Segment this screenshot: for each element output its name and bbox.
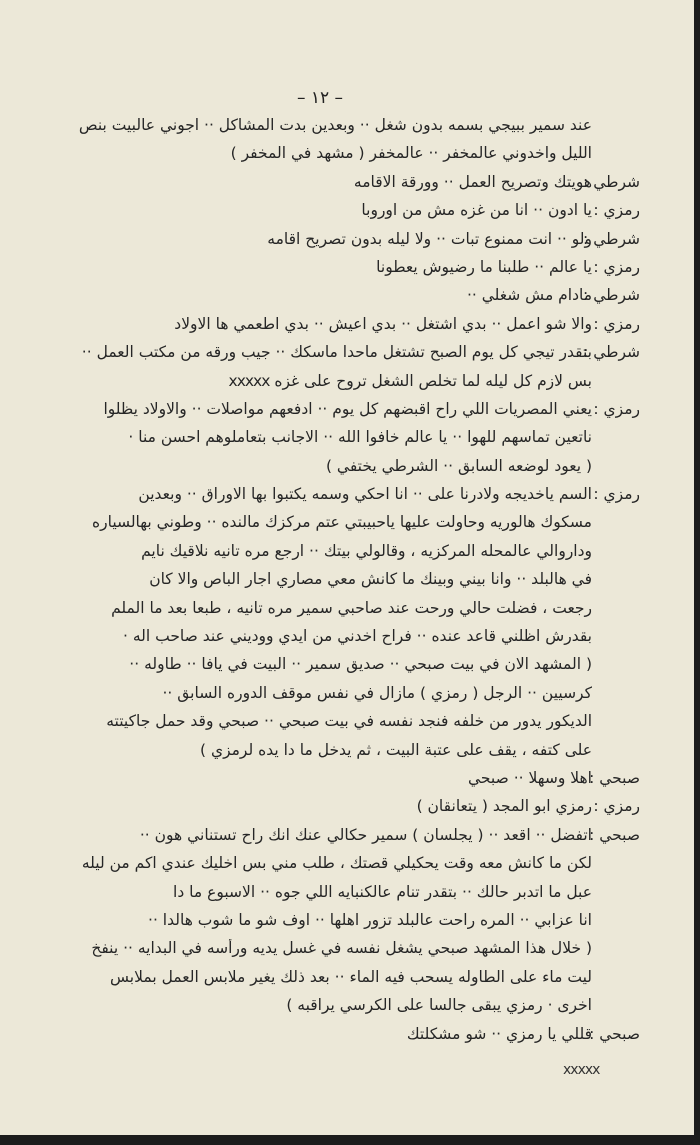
script-line bbox=[30, 144, 640, 168]
script-line bbox=[30, 457, 640, 481]
line-text: ليت ماء على الطاوله يسحب فيه الماء ·· بعد ذلك يغير ملابس العمل بملابس bbox=[110, 967, 592, 986]
line-text: والا شو اعمل ·· بدي اشتغل ·· بدي اعيش ·· بدي اطعمي ها الاولاد bbox=[174, 314, 592, 333]
line-text: كرسيين ·· الرجل ( رمزي ) مازال في نفس موقف الدوره السابق ·· bbox=[162, 683, 592, 702]
script-line bbox=[30, 968, 640, 992]
line-text: مسكوك هالوريه وحاولت عليها ياحبيبتي عتم مركزك مالنده ·· وطوني بهالسياره bbox=[91, 513, 592, 532]
strikeout-mark: xxxxx bbox=[228, 371, 270, 390]
script-line bbox=[30, 315, 640, 339]
speaker-label: شرطي : bbox=[583, 229, 640, 248]
line-text: رجعت ، فضلت حالي ورحت عند صاحبي سمير مره تانيه ، طبعا بعد ما الملم bbox=[111, 598, 592, 617]
script-line bbox=[30, 201, 640, 225]
scan-edge-right bbox=[694, 0, 700, 1145]
script-line bbox=[30, 116, 640, 140]
script-line bbox=[30, 797, 640, 821]
line-text: ( يعود لوضعه السابق ·· الشرطي يختفي ) bbox=[325, 456, 592, 475]
speaker-label: شرطي : bbox=[583, 172, 640, 191]
script-line bbox=[30, 996, 640, 1020]
script-line bbox=[30, 230, 640, 254]
line-text: عبل ما اتدبر حالك ·· بتقدر تنام عالكنبايه اللي جوه ·· الاسبوع ما دا bbox=[173, 882, 592, 901]
speaker-label: رمزي : bbox=[593, 257, 640, 276]
script-line bbox=[30, 513, 640, 537]
script-line bbox=[30, 684, 640, 708]
speaker-label: شرطي : bbox=[583, 286, 640, 305]
script-line bbox=[30, 741, 640, 765]
speaker-label: صبحي : bbox=[589, 1024, 640, 1043]
line-text: الليل واخدوني عالمخفر ·· عالمخفر ( مشهد في المخفر ) bbox=[230, 144, 592, 163]
line-text: ( المشهد الان في بيت صبحي ·· صديق سمير ·· البيت في يافا ·· طاوله ·· bbox=[129, 655, 592, 674]
script-line bbox=[30, 485, 640, 509]
line-text: يا عالم ·· طلبنا ما رضيوش يعطونا bbox=[376, 257, 592, 276]
script-line bbox=[30, 286, 640, 310]
script-line bbox=[30, 173, 640, 197]
line-text: ( خلال هذا المشهد صبحي يشغل نفسه في غسل يديه ورأسه في البدايه ·· ينفخ bbox=[91, 939, 592, 958]
speaker-label: شرطي : bbox=[583, 343, 640, 362]
line-text: عند سمير ببيجي بسمه بدون شغل ·· وبعدين بدت المشاكل ·· اجوني عالبيت بنص bbox=[78, 116, 592, 134]
line-text: ولو ·· انت ممنوع تبات ·· ولا ليله بدون تصريح اقامه bbox=[267, 229, 592, 248]
end-mark: xxxxx bbox=[563, 1062, 600, 1078]
script-line bbox=[30, 883, 640, 907]
script-line bbox=[30, 542, 640, 566]
line-text: لكن ما كانش معه وقت يحكيلي قصتك ، طلب مني بس اخليك عندي اكم من ليله bbox=[81, 854, 592, 873]
line-text: يا ادون ·· انا من غزه مش من اوروبا bbox=[361, 201, 592, 220]
line-text: انا عزابي ·· المره راحت عالبلد تزور اهلها ·· اوف شو ما شوب هالدا ·· bbox=[148, 910, 592, 929]
script-line bbox=[30, 655, 640, 679]
script-line bbox=[30, 627, 640, 651]
script-line bbox=[30, 258, 640, 282]
speaker-label: رمزي : bbox=[593, 797, 640, 816]
scan-edge-bottom bbox=[0, 1135, 700, 1145]
line-text: على كتفه ، يقف على عتبة البيت ، ثم يدخل ما دا يده لرمزي ) bbox=[199, 740, 592, 759]
speaker-label: رمزي : bbox=[593, 485, 640, 504]
script-line bbox=[30, 343, 640, 367]
page-number: – ١٢ – bbox=[296, 88, 344, 108]
line-text: في هالبلد ·· وانا بيني وبينك ما كانش معي مصاري اجار الباص والا كان bbox=[149, 570, 592, 589]
script-line bbox=[30, 372, 640, 396]
line-text: وداروالي عالمحله المركزيه ، وقالولي بيتك ·· ارجع مره تانيه نلاقيك نايم bbox=[141, 541, 592, 560]
line-text: يعني المصريات اللي راح اقبضهم كل يوم ·· ادفعهم مواصلات ·· والاولاد يظلوا bbox=[103, 399, 592, 418]
script-line bbox=[30, 854, 640, 878]
script-line bbox=[30, 599, 640, 623]
speaker-label: رمزي : bbox=[593, 201, 640, 220]
line-text: رمزي ابو المجد ( يتعانقان ) bbox=[416, 797, 592, 816]
script-line bbox=[30, 712, 640, 736]
line-text: اتفضل ·· اقعد ·· ( يجلسان ) سمير حكالي عنك انك راح تستناني هون ·· bbox=[139, 825, 592, 844]
script-line bbox=[30, 570, 640, 594]
speaker-label: رمزي : bbox=[593, 314, 640, 333]
line-text: هويتك وتصريح العمل ·· وورقة الاقامه bbox=[353, 172, 592, 191]
line-text bbox=[30, 372, 592, 390]
line-text: الديكور يدور من خلفه فنجد نفسه في بيت صبحي ·· صبحي وقد حمل جاكيتته bbox=[106, 712, 592, 731]
line-text: اهلا وسهلا ·· صبحي bbox=[468, 768, 592, 787]
script-line bbox=[30, 939, 640, 963]
line-text: بتقدر تيجي كل يوم الصبح تشتغل ماحدا ماسكك ·· جيب ورقه من مكتب العمل ·· bbox=[81, 343, 592, 362]
script-line bbox=[30, 769, 640, 793]
line-text: السم ياخديجه ولادرنا على ·· انا احكي وسمه يكتبوا بها الاوراق ·· وبعدين bbox=[138, 485, 592, 504]
line-text: مادام مش شغلي ·· bbox=[466, 286, 592, 305]
speaker-label: صبحي : bbox=[589, 825, 640, 844]
script-line bbox=[30, 826, 640, 850]
line-text: ناتعين تماسهم للهوا ·· يا عالم خافوا الله ·· الاجانب بتعاملوهم احسن منا · bbox=[128, 428, 592, 447]
speaker-label: رمزي : bbox=[593, 399, 640, 418]
line-text-body: بس لازم كل ليله لما تخلص الشغل تروح على غزه bbox=[274, 371, 592, 390]
line-text: قللي يا رمزي ·· شو مشكلتك bbox=[406, 1024, 592, 1043]
script-line bbox=[30, 1025, 640, 1049]
script-line bbox=[30, 400, 640, 424]
script-line bbox=[30, 911, 640, 935]
script-line bbox=[30, 428, 640, 452]
line-text: اخرى · رمزي يبقى جالسا على الكرسي يراقبه ) bbox=[286, 996, 592, 1015]
script-body bbox=[30, 116, 640, 1053]
speaker-label: صبحي : bbox=[589, 768, 640, 787]
line-text: بقدرش اظلني قاعد عنده ·· فراح اخدني من ايدي ووديني عند صاحب اله · bbox=[123, 627, 592, 646]
